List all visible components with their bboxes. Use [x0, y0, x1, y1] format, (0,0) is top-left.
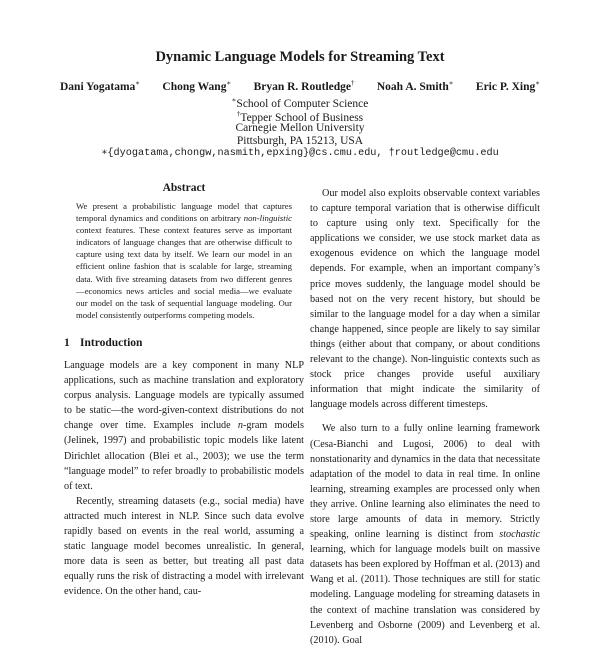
affiliation-school-cs: ∗School of Computer Science — [231, 96, 369, 110]
affiliation-institution: Carnegie Mellon University — [235, 122, 365, 134]
author: Chong Wang∗ — [162, 79, 232, 93]
abstract-text: We present a probabilistic language model that captures temporal dynamics and conditions on arbitrary non-linguistic context features. These context features serve as important indicators of language changes that are otherwise difficult to capture using text data by itself. We learn our model in an efficient online fashion that is scalable for large, streaming data. With five streaming datasets from two different genres—economics news articles and social media—we evaluate our model on the task of sequential language modeling. Our model consistently outperforms competing models. — [76, 201, 292, 320]
paper-title: Dynamic Language Models for Streaming Text — [155, 49, 445, 65]
right-paragraph-2: We also turn to a fully online learning framework (Cesa-Bianchi and Lugosi, 2006) to deal with nonstationarity and dynamics in the data that necessitate adaptation of the model to data in real time. In online learning, streaming examples are processed only when they arrive. Online learning also eliminates the need to store large amounts of data in memory. Strictly speaking, online learning is distinct from stochastic learning, which for language models built on massive datasets has been explored by Hoffman et al. (2013) and Wang et al. (2011). Those techniques are still for static modeling. Language modeling for streaming datasets in the context of machine translation was considered by Levenberg and Osborne (2009) and Levenberg et al. (2010). Goal — [310, 423, 540, 646]
author: Bryan R. Routledge† — [253, 79, 355, 93]
author-emails: ∗{dyogatama,chongw,nasmith,epxing}@cs.cmu.edu, †routledge@cmu.edu — [101, 148, 499, 159]
intro-paragraph-1: Language models are a key component in many NLP applications, such as machine translation and exploratory corpus analysis. Language models are typically assumed to be static—the word-given-context distributions do not change over time. Examples include n-gram models (Jelinek, 1997) and probabilistic topic models like latent Dirichlet allocation (Blei et al., 2003); we use the term “language model” to refer broadly to probabilistic models of text. — [64, 359, 304, 492]
abstract-heading: Abstract — [162, 182, 206, 194]
affiliation-tepper: †Tepper School of Business — [236, 110, 364, 124]
author: Eric P. Xing∗ — [475, 79, 540, 93]
left-column — [64, 182, 304, 599]
author: Noah A. Smith∗ — [376, 79, 454, 93]
right-column — [310, 186, 540, 648]
right-paragraph-1: Our model also exploits observable context variables to capture temporal variation that is otherwise difficult to capture using only text. Specifically for the applications we consider, we use stock market data as exogenous evidence on which the language model depends. For example, when an important company’s price moves suddenly, the language model should be based not on the very recent history, but should be similar to the language model for a day when a similar change happened, since people are likely to say similar things (either about that company, or about conditions relevant to the change). Non-linguistic contexts such as stock price changes provide useful auxiliary information that might indicate the similarity of language models across different timesteps. — [310, 188, 540, 411]
author-list — [60, 79, 540, 93]
intro-paragraph-2: Recently, streaming datasets (e.g., social media) have attracted much interest in NLP. Since such data evolve rapidly based on events in the real world, assuming a static language model becomes unrealistic. In general, more data is seen as better, but treating all past data equally runs the risk of distracting a model with irrelevant evidence. On the other hand, cau- — [64, 495, 304, 598]
affiliation-location: Pittsburgh, PA 15213, USA — [236, 135, 364, 147]
author: Dani Yogatama∗ — [60, 79, 141, 93]
section-heading-introduction: 1 Introduction — [64, 336, 143, 349]
